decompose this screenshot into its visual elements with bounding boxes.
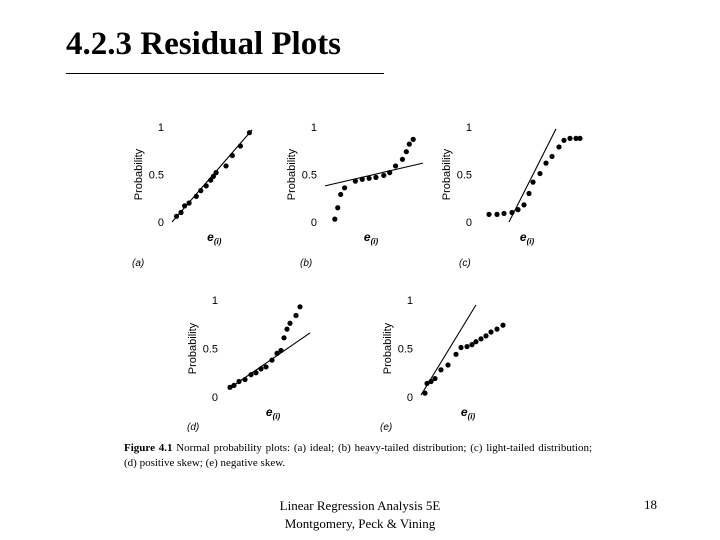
panel-label: (a) [132, 258, 145, 269]
figure-caption [124, 441, 592, 471]
data-point [521, 202, 526, 207]
x-axis-label: $e_{(i)}$ [265, 405, 281, 421]
data-point [483, 333, 488, 338]
x-axis-label-subscript: (i) [526, 237, 535, 246]
data-point [182, 203, 187, 208]
data-point [561, 138, 566, 143]
y-axis-label: Probability [133, 148, 145, 201]
data-point [526, 191, 531, 196]
x-axis-label-subscript: (i) [370, 237, 379, 246]
normal-probability-panel-c [441, 122, 583, 269]
y-axis-label: Probability [382, 322, 394, 375]
figure-caption-text: Normal probability plots: (a) ideal; (b) heavy-tailed distribution; (c) light-tailed distribution; (d) positive skew; (e) negative skew. [124, 442, 592, 469]
data-point [297, 304, 302, 309]
data-point [338, 192, 343, 197]
data-point [174, 214, 179, 219]
data-point [230, 153, 235, 158]
data-point [263, 364, 268, 369]
data-point [247, 130, 252, 135]
x-axis-label-subscript: (i) [467, 412, 476, 421]
data-point [393, 163, 398, 168]
y-tick-label: 1 [406, 295, 413, 307]
y-tick-label: 0.5 [301, 169, 317, 182]
data-point [577, 136, 582, 141]
data-point [478, 336, 483, 341]
data-point [281, 335, 286, 340]
data-point [458, 345, 463, 350]
data-point [537, 171, 542, 176]
y-tick-label: 0 [310, 217, 317, 229]
data-point [445, 362, 450, 367]
y-tick-label: 1 [465, 122, 472, 134]
data-point [381, 173, 386, 178]
footer-citation [250, 497, 470, 533]
data-point [342, 185, 347, 190]
data-point [198, 188, 203, 193]
y-axis-label: Probability [441, 148, 453, 201]
x-axis-label-subscript: (i) [213, 237, 222, 246]
data-point [530, 180, 535, 185]
page-number: 18 [644, 497, 657, 512]
normal-probability-panel-a [132, 122, 252, 269]
data-point [223, 163, 228, 168]
data-point [407, 142, 412, 147]
data-point [278, 348, 283, 353]
data-point [494, 212, 499, 217]
data-point [287, 321, 292, 326]
data-point [269, 358, 274, 363]
data-point [509, 210, 514, 215]
data-point [178, 210, 183, 215]
data-point [360, 177, 365, 182]
footer-authors: Montgomery, Peck & Vining [284, 516, 436, 531]
data-point [422, 391, 427, 396]
panel-label: (b) [300, 258, 313, 269]
normal-probability-panel-d [187, 295, 310, 433]
y-axis-label: Probability [286, 148, 298, 201]
data-point [253, 370, 258, 375]
data-point [473, 339, 478, 344]
data-point [411, 137, 416, 142]
data-point [236, 379, 241, 384]
y-tick-label: 0.5 [456, 169, 472, 182]
data-point [501, 211, 506, 216]
y-tick-label: 1 [211, 295, 218, 307]
x-axis-label: $e_{(i)}$ [363, 230, 379, 246]
data-point [556, 144, 561, 149]
data-point [332, 217, 337, 222]
data-point [242, 377, 247, 382]
data-point [238, 143, 243, 148]
normal-probability-panel-e [380, 295, 506, 433]
data-point [404, 149, 409, 154]
data-point [187, 200, 192, 205]
data-point [400, 157, 405, 162]
data-point [258, 366, 263, 371]
y-tick-label: 0.5 [202, 343, 218, 356]
data-point [387, 170, 392, 175]
y-tick-label: 0 [157, 217, 164, 229]
data-point [494, 327, 499, 332]
data-point [214, 170, 219, 175]
panel-label: (d) [187, 422, 200, 433]
data-point [543, 161, 548, 166]
footer-book-title: Linear Regression Analysis 5E [279, 498, 441, 513]
data-point [373, 175, 378, 180]
data-point [432, 376, 437, 381]
data-point [488, 329, 493, 334]
reference-line [325, 163, 423, 186]
x-axis-label-subscript: (i) [272, 412, 281, 421]
data-point [248, 372, 253, 377]
y-axis-label: Probability [187, 322, 199, 375]
x-axis-label: $e_{(i)}$ [460, 405, 476, 421]
y-tick-label: 0 [406, 392, 413, 404]
panel-label: (c) [459, 258, 471, 269]
data-point [453, 352, 458, 357]
y-tick-label: 1 [310, 122, 317, 134]
data-point [438, 367, 443, 372]
y-tick-label: 0 [211, 392, 218, 404]
slide-title: 4.2.3 Residual Plots [66, 26, 342, 62]
data-point [335, 205, 340, 210]
x-axis-label: $e_{(i)}$ [207, 230, 222, 246]
data-point [464, 344, 469, 349]
y-tick-label: 0 [465, 217, 472, 229]
data-point [567, 136, 572, 141]
data-point [194, 194, 199, 199]
figure-caption-label: Figure 4.1 [124, 442, 173, 454]
normal-probability-panel-b [286, 122, 423, 269]
panel-label: (e) [380, 422, 393, 433]
data-point [231, 383, 236, 388]
y-tick-label: 0.5 [148, 169, 164, 182]
data-point [284, 327, 289, 332]
data-point [515, 207, 520, 212]
data-point [204, 183, 209, 188]
data-point [293, 313, 298, 318]
data-point [353, 179, 358, 184]
data-point [549, 154, 554, 159]
data-point [500, 323, 505, 328]
y-tick-label: 1 [157, 122, 164, 134]
y-tick-label: 0.5 [397, 343, 413, 356]
x-axis-label: $e_{(i)}$ [519, 230, 535, 246]
data-point [367, 176, 372, 181]
data-point [486, 212, 491, 217]
